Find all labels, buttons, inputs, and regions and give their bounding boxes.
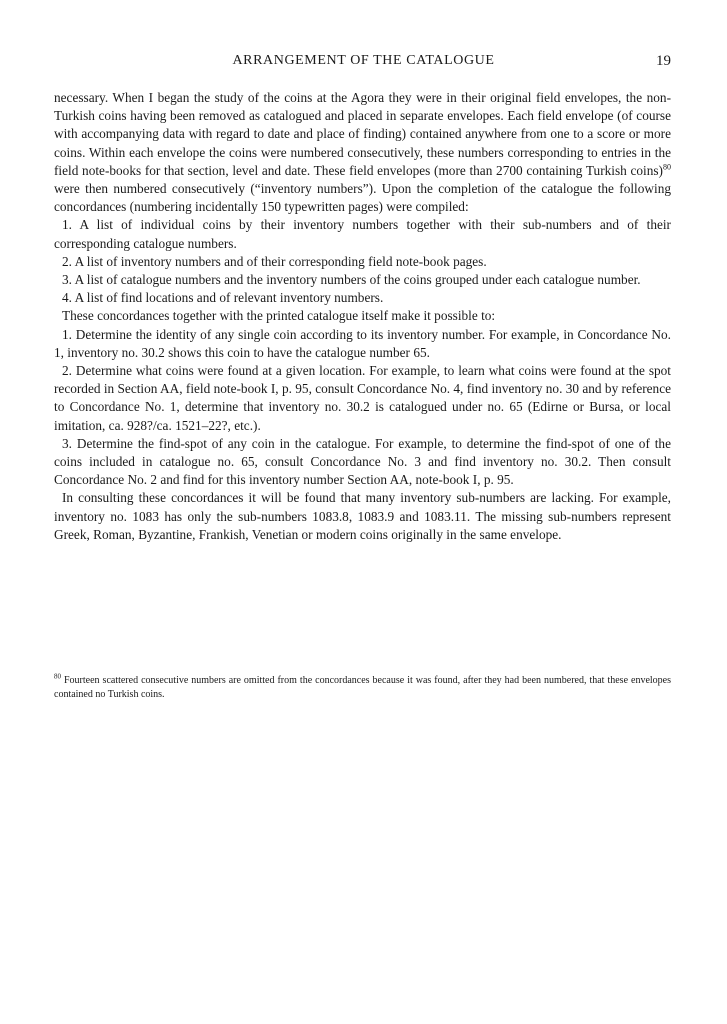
concordance-item-3: 3. A list of catalogue numbers and the inventory numbers of the coins grouped under each catalogue number. <box>62 272 641 288</box>
running-header <box>0 53 727 73</box>
footnote-reference: 80 <box>663 162 671 172</box>
paragraph-text: necessary. When I began the study of the coins at the Agora they were in their original field envelopes, the non-Turkish coins having been removed as catalogued and placed in separate envelopes. Each field envelope (of course with accompanying data with regard to date and place of finding) contained anywhere from one to a score or more coins. Within each envelope the coins were numbered consecutively, these numbers corresponding to entries in the field note-books for that section, level and date. These field envelopes (more than 2700 containing Turkish coins) <box>54 90 671 178</box>
use-item-2: 2. Determine what coins were found at a given location. For example, to learn what coins were found at the spot recorded in Section AA, field note-book I, p. 95, consult Concordance No. 4, find inventory no. 30 and by reference to Concordance No. 1, determine that inventory no. 30.2 is catalogued under no. 65 (Edirne or Bursa, or local imitation, ca. 928?/ca. 1521–22?, etc.). <box>54 363 671 433</box>
paragraph-text: were then numbered consecutively (“inventory numbers”). Upon the completion of the catalogue the following concordances (numbering incidentally 150 typewritten pages) were compiled: <box>54 181 671 215</box>
concordance-item-4: 4. A list of find locations and of relevant inventory numbers. <box>62 290 384 306</box>
concordance-item-2: 2. A list of inventory numbers and of their corresponding field note-book pages. <box>62 253 487 269</box>
footnote <box>54 674 671 702</box>
closing-paragraph: In consulting these concordances it will be found that many inventory sub-numbers are lacking. For example, inventory no. 1083 has only the sub-numbers 1083.8, 1083.9 and 1083.11. The missing sub-numbers represent Greek, Roman, Byzantine, Frankish, Venetian or modern coins originally in the same envelope. <box>54 490 671 542</box>
use-item-3: 3. Determine the find-spot of any coin in the catalogue. For example, to determine the find-spot of one of the coins included in catalogue no. 65, consult Concordance No. 3 and find inventory no. 30.2. Then consult Concordance No. 2 and find for this inventory number Section AA, note-book I, p. 95. <box>54 435 671 488</box>
running-title: ARRANGEMENT OF THE CATALOGUE <box>232 53 495 68</box>
concordance-item-1: 1. A list of individual coins by their inventory numbers together with their sub-numbers and of their corresponding catalogue numbers. <box>54 217 671 251</box>
footnote-marker: 80 <box>54 672 61 681</box>
body-text <box>54 89 671 544</box>
footnote-text: Fourteen scattered consecutive numbers are omitted from the concordances because it was found, after they had been numbered, that these envelopes contained no Turkish coins. <box>54 675 671 700</box>
page-number: 19 <box>656 53 671 69</box>
use-item-1: 1. Determine the identity of any single coin according to its inventory number. For example, in Concordance No. 1, inventory no. 30.2 shows this coin to have the catalogue number 65. <box>54 326 671 360</box>
opening-paragraph <box>54 89 671 216</box>
uses-intro: These concordances together with the printed catalogue itself make it possible to: <box>62 308 496 324</box>
